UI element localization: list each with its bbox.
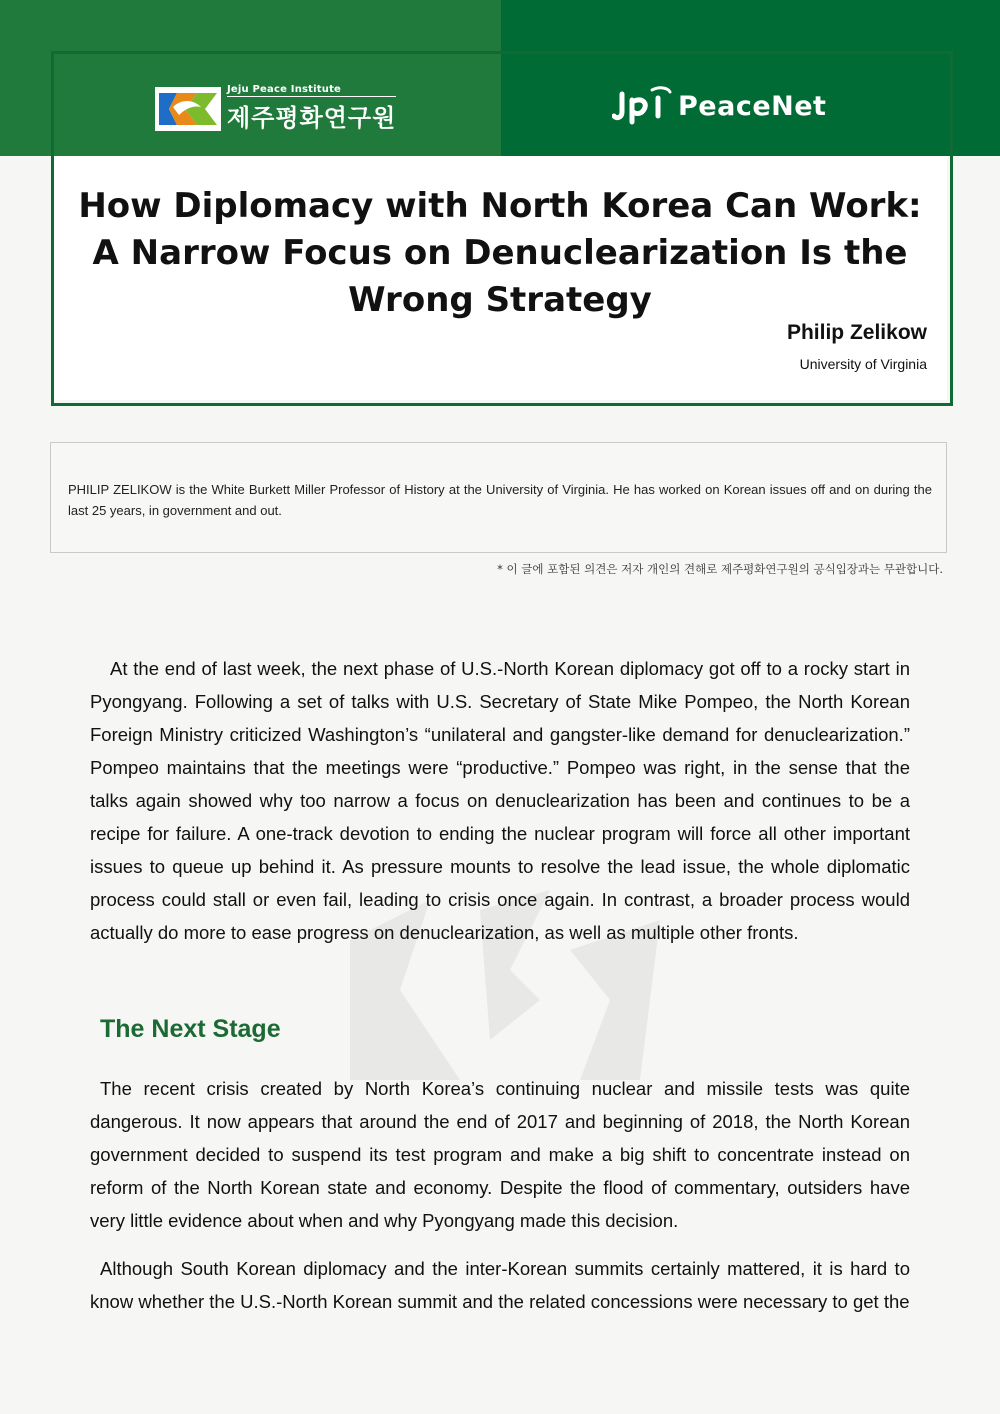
- title-line: How Diplomacy with North Korea Can Work:: [78, 186, 922, 226]
- author-name: Philip Zelikow: [786, 321, 927, 344]
- disclaimer-note: * 이 글에 포함된 의견은 저자 개인의 견해로 제주평화연구원의 공식입장과는 무관합니다.: [497, 562, 943, 576]
- body-paragraph: Although South Korean diplomacy and the inter-Korean summits certainly mattered, it is hard to know whether the U.S.-North Korean summit and the related concessions were necessary to get the: [90, 1258, 910, 1312]
- peacenet-brand: PeaceNet: [678, 90, 827, 122]
- body-paragraph: The recent crisis created by North Korea’s continuing nuclear and missile tests was quite dangerous. It now appears that around the end of 2017 and beginning of 2018, the North Korean government decided to suspend its test program and make a big shift to concentrate instead on reform of the North Korean state and economy. Despite the flood of commentary, outsiders have very little evidence about when and why Pyongyang made this decision.: [90, 1078, 910, 1231]
- institute-name-ko: 제주평화연구원: [227, 104, 397, 132]
- title-line: Wrong Strategy: [348, 280, 652, 320]
- jpi-peacenet-logo: [612, 86, 826, 126]
- dove-logo-icon: [155, 87, 221, 131]
- section-heading: The Next Stage: [100, 1015, 281, 1043]
- title-line: A Narrow Focus on Denuclearization Is the: [92, 233, 908, 273]
- institute-name-en: Jeju Peace Institute: [227, 84, 396, 97]
- article-title: [60, 183, 940, 324]
- author-bio: PHILIP ZELIKOW is the White Burkett Miller Professor of History at the University of Virginia. He has worked on Korean issues off and on during the last 25 years, in government and out.: [68, 482, 932, 518]
- body-paragraph: At the end of last week, the next phase of U.S.-North Korean diplomacy got off to a rocky start in Pyongyang. Following a set of talks with U.S. Secretary of State Mike Pompeo, the North Korean Foreign Ministry criticized Washington’s “unilateral and gangster-like demand for denuclearization.” Pompeo maintains that the meetings were “productive.” Pompeo was right, in the sense that the talks again showed why too narrow a focus on denuclearization has been and continues to be a recipe for failure. A one-track devotion to ending the nuclear program will force all other important issues to queue up behind it. As pressure mounts to resolve the lead issue, the whole diplomatic process could stall or even fail, leading to crisis once again. In contrast, a broader process would actually do more to ease progress on denuclearization, as well as multiple other fronts.: [90, 658, 910, 943]
- jpi-logo-icon: [612, 86, 672, 126]
- author-affiliation: University of Virginia: [799, 356, 927, 372]
- jeju-peace-institute-logo: [155, 84, 396, 133]
